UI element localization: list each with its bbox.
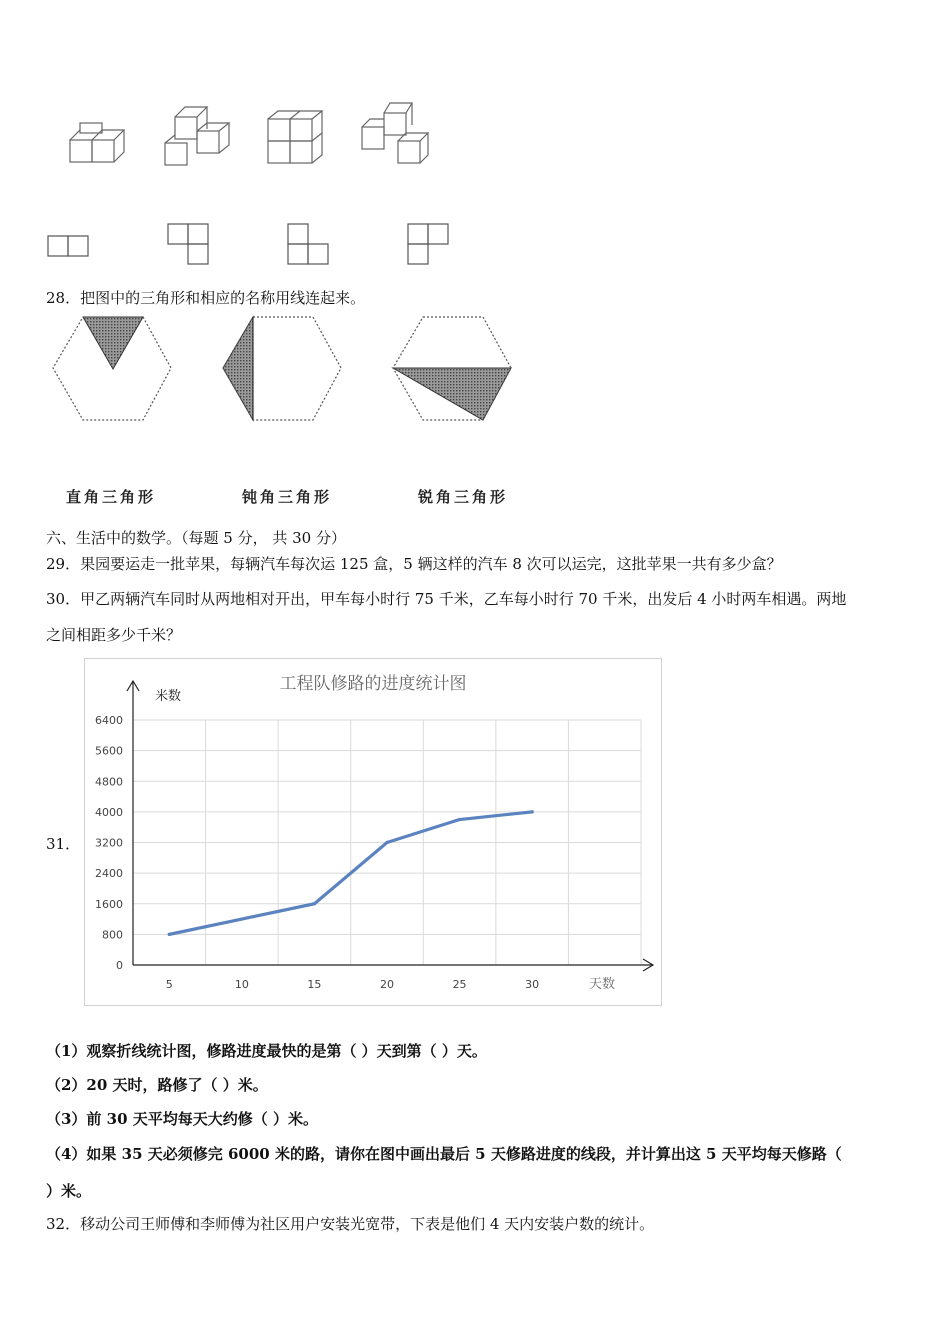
data-point [458, 818, 461, 821]
y-tick-label: 800 [102, 928, 123, 942]
hexagon-3 [393, 317, 511, 420]
section-6-title: 六、生活中的数学。（每题 5 分， 共 30 分） [46, 529, 346, 547]
x-tick-label: 20 [380, 978, 394, 991]
x-tick-label: 10 [234, 978, 249, 991]
view-shapes [40, 220, 460, 270]
hexagon-1 [53, 317, 171, 420]
question-31-sub-3: （3）前 30 天平均每天大约修（ ）米。 [46, 1110, 318, 1128]
y-tick-label: 5600 [95, 744, 123, 758]
triangle-shaded-3 [393, 368, 511, 420]
data-point [168, 933, 171, 936]
data-point [385, 841, 388, 844]
view-shape-4 [408, 224, 448, 264]
cube-figures [40, 95, 440, 175]
question-31-sub-4-line-1: （4）如果 35 天必须修完 6000 米的路，请你在图中画出最后 5 天修路进度的线段，并计算出这 5 天平均每天修路（ [46, 1145, 842, 1163]
x-tick-label: 15 [307, 978, 322, 991]
question-31-sub-4-line-2: ）米。 [46, 1182, 92, 1200]
y-tick-label: 6400 [95, 714, 123, 727]
y-tick-label: 0 [116, 959, 123, 972]
triangle-shaded-2 [223, 317, 253, 420]
hexagon-2 [223, 317, 341, 420]
cube-figure-2 [165, 107, 229, 165]
label-right-triangle: 直角三角形 [66, 488, 157, 506]
question-31-sub-1: （1）观察折线统计图，修路进度最快的是第（ ）天到第（ ）天。 [46, 1042, 487, 1060]
question-31-sub-2: （2）20 天时，路修了（ ）米。 [46, 1076, 268, 1094]
data-point [531, 810, 534, 813]
view-shape-1 [48, 236, 88, 256]
chart-title: 工程队修路的进度统计图 [279, 674, 467, 694]
y-axis-label: 米数 [155, 689, 182, 704]
data-point [313, 902, 316, 905]
y-tick-label: 4000 [95, 805, 123, 819]
cube-figure-1 [70, 123, 124, 162]
line-chart [84, 658, 662, 1006]
x-tick-label: 5 [165, 978, 173, 991]
y-tick-label: 1600 [95, 897, 123, 911]
x-tick-label: 30 [525, 978, 540, 991]
x-tick-label: 25 [452, 978, 467, 991]
question-31-number: 31． [46, 835, 81, 853]
triangle-shaded-1 [83, 317, 143, 369]
view-shape-3 [288, 224, 328, 264]
cube-figure-4 [362, 103, 428, 163]
question-29: 29．果园要运走一批苹果，每辆汽车每次运 125 盒，5 辆这样的汽车 8 次可以运完，这批苹果一共有多少盒？ [46, 555, 782, 573]
y-tick-label: 2400 [95, 867, 123, 881]
hexagon-figures [45, 312, 525, 427]
question-32: 32．移动公司王师傅和李师傅为社区用户安装光宽带，下表是他们 4 天内安装户数的统计。 [46, 1215, 655, 1233]
question-30-line-2: 之间相距多少千米？ [46, 626, 182, 644]
y-tick-label: 4800 [95, 775, 123, 789]
data-point [240, 917, 243, 920]
question-28: 28．把图中的三角形和相应的名称用线连起来。 [46, 289, 366, 307]
view-shape-2 [168, 224, 208, 264]
cube-figure-3 [268, 111, 322, 163]
question-30-line-1: 30．甲乙两辆汽车同时从两地相对开出，甲车每小时行 75 千米，乙车每小时行 70 千米，出发后 4 小时两车相遇。两地 [46, 590, 847, 608]
label-obtuse-triangle: 钝角三角形 [242, 488, 333, 506]
x-axis-label: 天数 [589, 977, 616, 992]
y-tick-label: 3200 [95, 836, 123, 850]
label-acute-triangle: 锐角三角形 [418, 488, 509, 506]
